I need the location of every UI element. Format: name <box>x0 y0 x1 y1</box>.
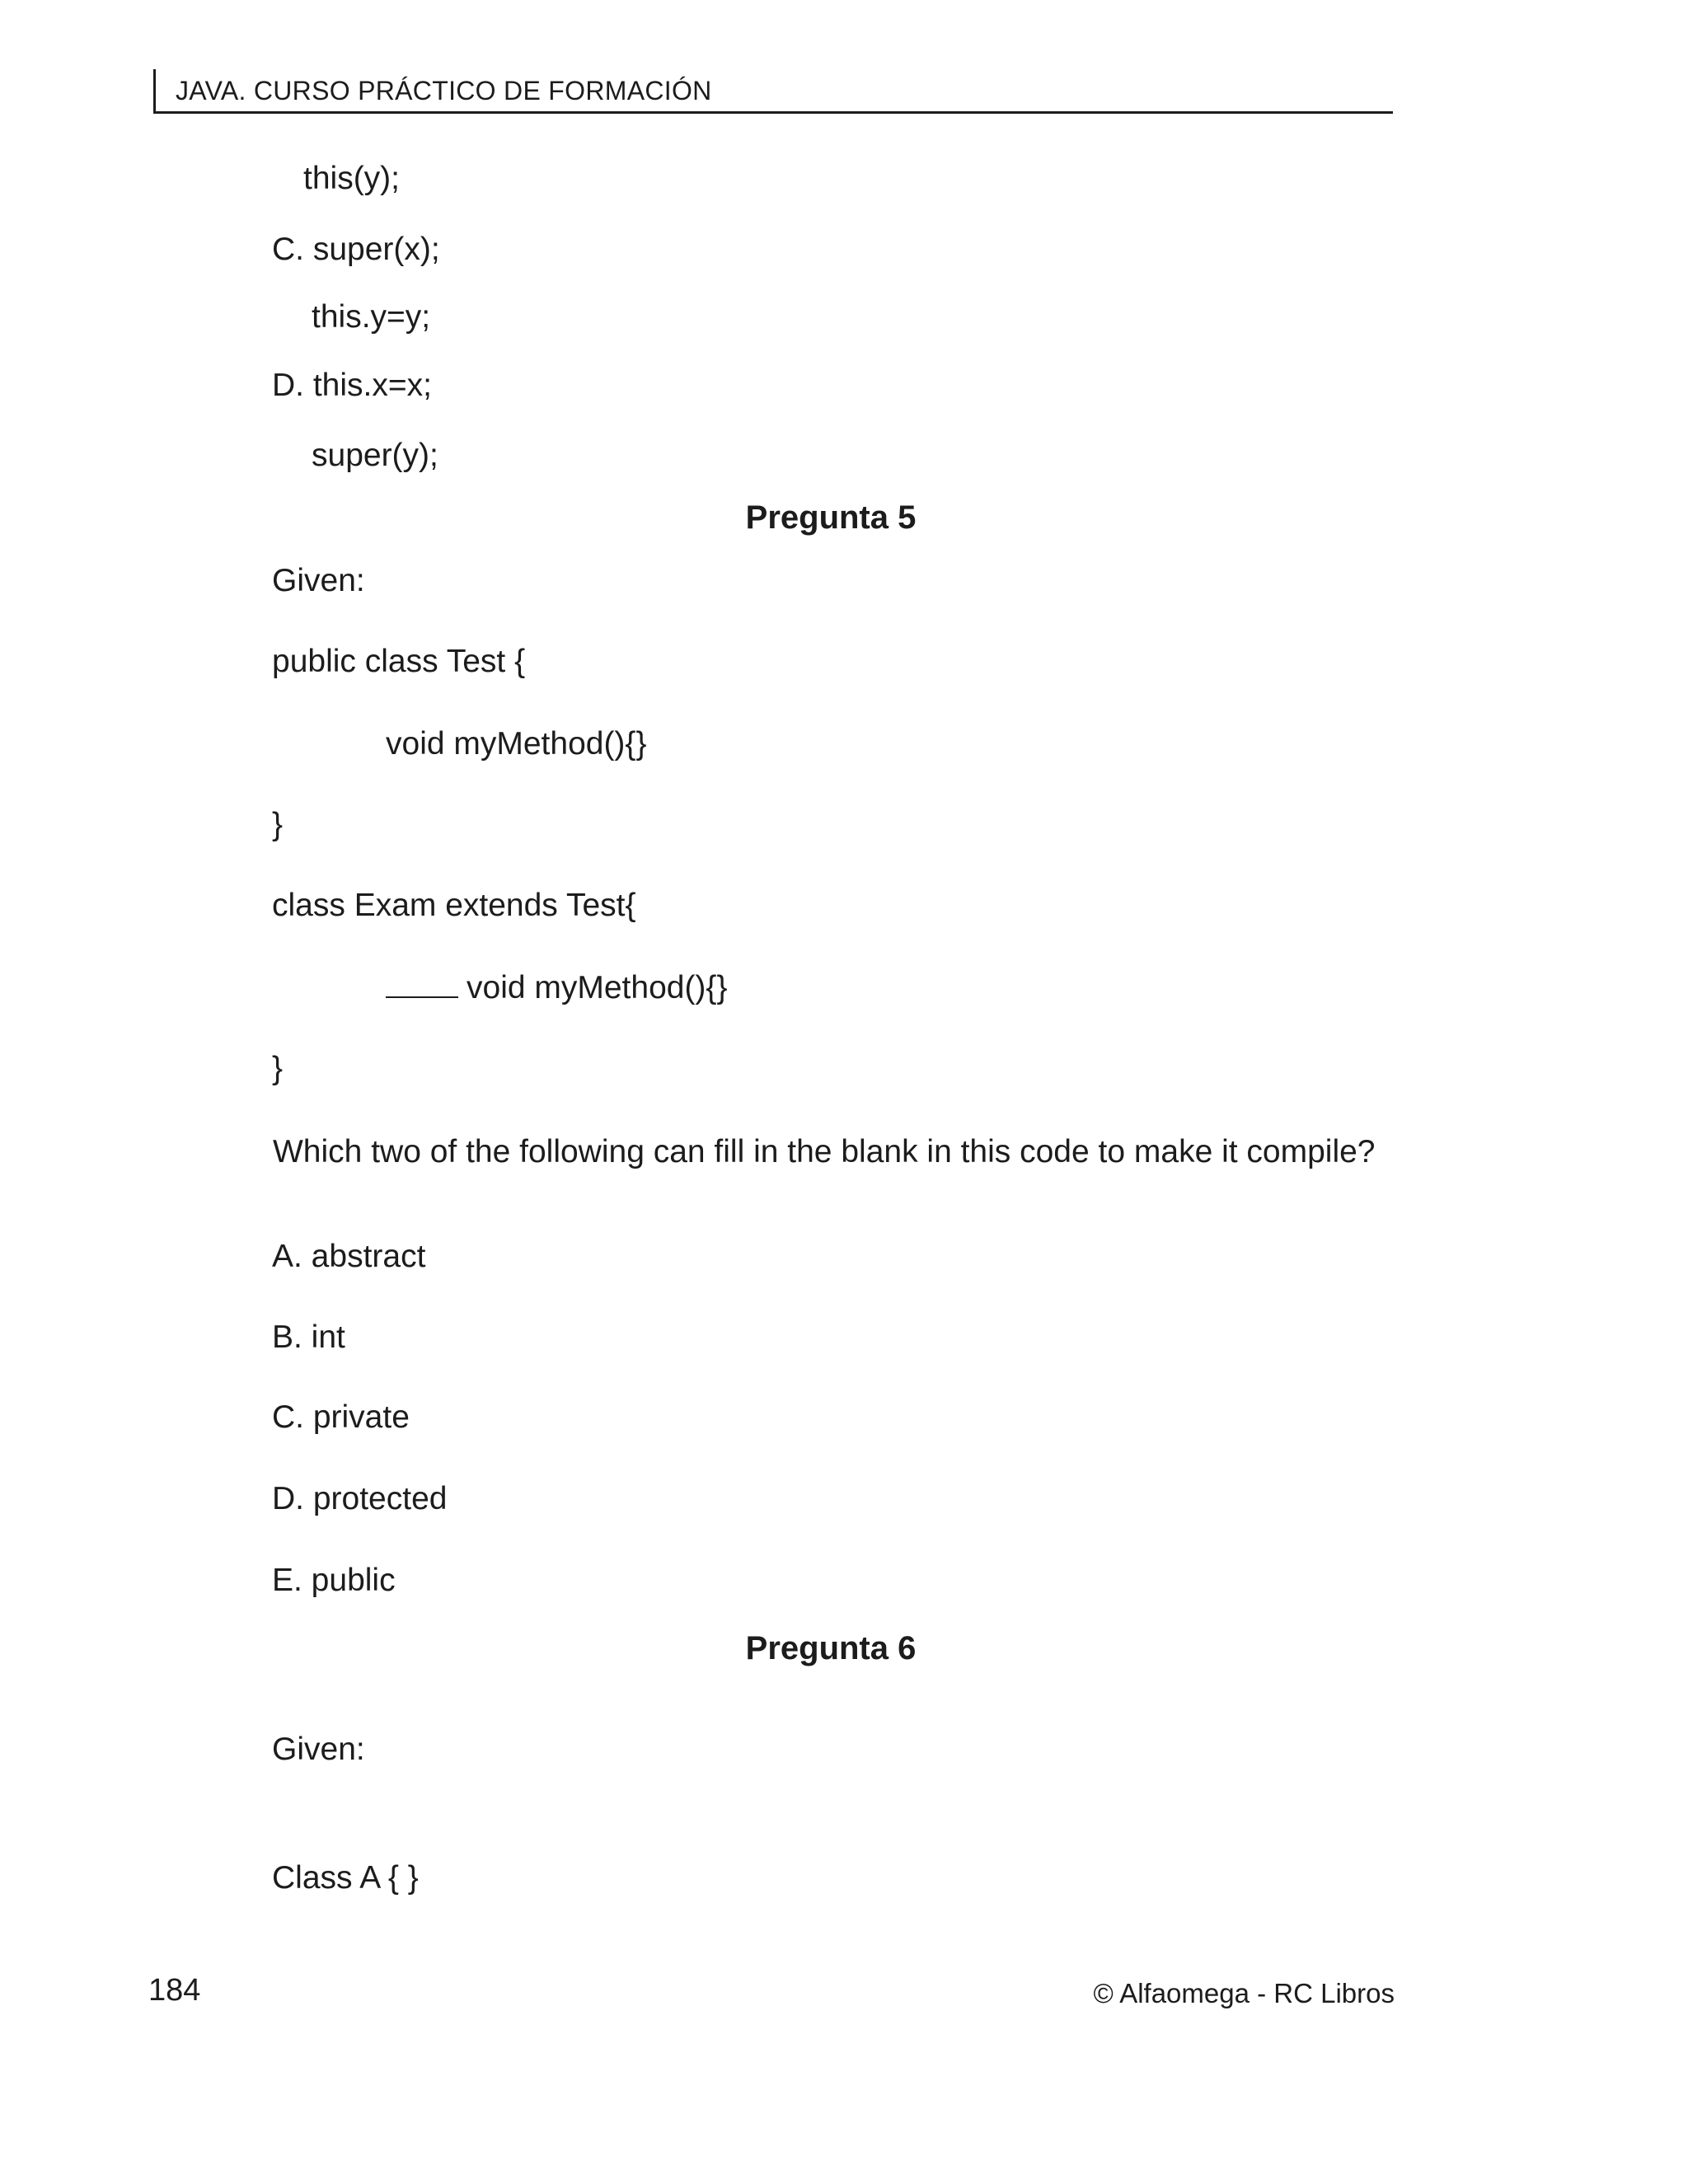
fill-in-blank <box>386 972 458 998</box>
option-e: E. public <box>272 1563 396 1598</box>
page-number: 184 <box>148 1973 201 2008</box>
question-5-heading: Pregunta 5 <box>745 499 917 536</box>
given-label: Given: <box>272 1732 365 1767</box>
code-line: class Exam extends Test{ <box>272 888 636 923</box>
code-line: void myMethod(){} <box>386 726 647 762</box>
code-line: public class Test { <box>272 644 526 679</box>
option-b: B. int <box>272 1319 345 1355</box>
given-label: Given: <box>272 563 365 598</box>
code-line: Class A { } <box>272 1860 419 1896</box>
code-line: } <box>272 807 284 842</box>
code-line: } <box>272 1051 284 1086</box>
question-5-prompt: Which two of the following can fill in the blank in this code to make it compile? <box>273 1134 1376 1169</box>
option-a: A. abstract <box>272 1239 426 1274</box>
question-6-heading: Pregunta 6 <box>745 1630 917 1666</box>
code-line-with-blank <box>386 969 727 1008</box>
code-text: void myMethod(){} <box>467 970 728 1005</box>
header-title: JAVA. CURSO PRÁCTICO DE FORMACIÓN <box>176 76 712 105</box>
option-c: C. private <box>272 1399 410 1435</box>
code-line: super(y); <box>312 438 438 473</box>
running-header <box>153 69 1393 114</box>
code-line: this.y=y; <box>312 299 431 335</box>
option-d: D. protected <box>272 1481 448 1516</box>
option-c: C. super(x); <box>272 232 440 267</box>
footer-copyright: © Alfaomega - RC Libros <box>1093 1978 1395 2008</box>
option-d: D. this.x=x; <box>272 368 432 403</box>
code-line: this(y); <box>303 161 400 196</box>
